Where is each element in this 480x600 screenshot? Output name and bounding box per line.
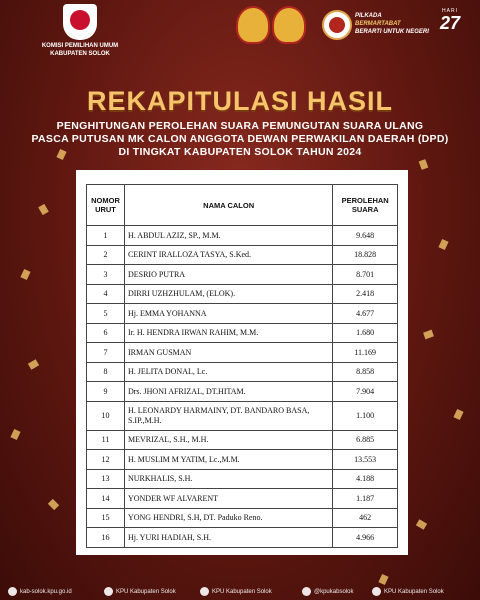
confetti bbox=[419, 159, 429, 170]
table-row bbox=[87, 489, 398, 509]
subtitle bbox=[20, 120, 460, 159]
facebook-icon bbox=[104, 587, 113, 596]
mascot-icon bbox=[236, 6, 270, 44]
anniversary-badge bbox=[430, 8, 470, 32]
instagram-icon bbox=[302, 587, 311, 596]
confetti bbox=[423, 330, 434, 340]
row-number: 6 bbox=[87, 323, 125, 343]
row-number: 13 bbox=[87, 469, 125, 489]
table-row bbox=[87, 265, 398, 285]
confetti bbox=[416, 519, 427, 530]
globe-icon bbox=[8, 587, 17, 596]
results-card bbox=[76, 170, 408, 555]
vote-count: 462 bbox=[333, 508, 398, 528]
vote-count: 2.418 bbox=[333, 284, 398, 304]
header-votes bbox=[333, 185, 398, 226]
row-number: 15 bbox=[87, 508, 125, 528]
table-row bbox=[87, 450, 398, 470]
mascot-icon bbox=[272, 6, 306, 44]
header-number bbox=[87, 185, 125, 226]
kpu-logo bbox=[30, 4, 130, 58]
table-row bbox=[87, 362, 398, 382]
confetti bbox=[438, 239, 448, 250]
table-row bbox=[87, 284, 398, 304]
candidate-name: YONG HENDRI, S.H, DT. Paduko Reno. bbox=[124, 508, 332, 528]
row-number: 10 bbox=[87, 401, 125, 430]
subtitle-line3: DI TINGKAT KABUPATEN SOLOK TAHUN 2024 bbox=[118, 146, 362, 158]
row-number: 9 bbox=[87, 382, 125, 402]
header-number-line2: URUT bbox=[95, 205, 116, 214]
table-row bbox=[87, 245, 398, 265]
confetti bbox=[20, 269, 30, 280]
header-name: NAMA CALON bbox=[124, 185, 332, 226]
vote-count: 18.828 bbox=[333, 245, 398, 265]
footer-facebook[interactable] bbox=[104, 587, 176, 596]
table-row bbox=[87, 528, 398, 548]
mascots bbox=[228, 6, 308, 42]
table-row bbox=[87, 343, 398, 363]
twitter-icon bbox=[372, 587, 381, 596]
confetti bbox=[38, 204, 49, 215]
candidate-name: H. ABDUL AZIZ, SP., M.M. bbox=[124, 226, 332, 246]
website-text: kab-solok.kpu.go.id bbox=[20, 589, 72, 596]
candidate-name: Drs. JHONI AFRIZAL, DT.HITAM. bbox=[124, 382, 332, 402]
table-row bbox=[87, 323, 398, 343]
kpu-shield-icon bbox=[63, 4, 97, 40]
vote-count: 4.188 bbox=[333, 469, 398, 489]
header-votes-line1: PEROLEHAN bbox=[341, 196, 389, 205]
candidate-name: Ir. H. HENDRA IRWAN RAHIM, M.M. bbox=[124, 323, 332, 343]
table-row bbox=[87, 382, 398, 402]
org-name-line1: KOMISI PEMILIHAN UMUM bbox=[41, 43, 119, 49]
results-table bbox=[86, 184, 398, 548]
anniversary-label: HARI bbox=[442, 8, 458, 14]
row-number: 3 bbox=[87, 265, 125, 285]
youtube-text: KPU Kabupaten Solok bbox=[212, 589, 272, 596]
vote-count: 4.677 bbox=[333, 304, 398, 324]
vote-count: 1.100 bbox=[333, 401, 398, 430]
confetti bbox=[28, 359, 39, 370]
vote-count: 1.187 bbox=[333, 489, 398, 509]
header-number-line1: NOMOR bbox=[91, 196, 120, 205]
instagram-text: @kpukabsolok bbox=[314, 589, 354, 596]
pilkada-slogan bbox=[355, 12, 429, 36]
footer-youtube[interactable] bbox=[200, 587, 272, 596]
vote-count: 7.904 bbox=[333, 382, 398, 402]
row-number: 1 bbox=[87, 226, 125, 246]
table-row bbox=[87, 304, 398, 324]
candidate-name: H. LEONARDY HARMAINY, DT. BANDARO BASA, S.IP.,M.H. bbox=[124, 401, 332, 430]
candidate-name: YONDER WF ALVARENT bbox=[124, 489, 332, 509]
pilkada-line3: BERARTI UNTUK NEGERI bbox=[355, 29, 429, 35]
pilkada-line1: PILKADA bbox=[355, 13, 382, 19]
confetti bbox=[48, 499, 59, 510]
candidate-name: DIRRI UZHZHULAM, (ELOK). bbox=[124, 284, 332, 304]
candidate-name: DESRIO PUTRA bbox=[124, 265, 332, 285]
youtube-icon bbox=[200, 587, 209, 596]
facebook-text: KPU Kabupaten Solok bbox=[116, 589, 176, 596]
seal-icon bbox=[322, 10, 352, 40]
row-number: 5 bbox=[87, 304, 125, 324]
twitter-text: KPU Kabupaten Solok bbox=[384, 589, 444, 596]
candidate-name: CERINT IRALLOZA TASYA, S.Ked. bbox=[124, 245, 332, 265]
pilkada-line2: BERMARTABAT bbox=[355, 21, 401, 27]
footer-instagram[interactable] bbox=[302, 587, 353, 596]
page-title: REKAPITULASI HASIL bbox=[86, 86, 393, 116]
candidate-name: NURKHALIS, S.H. bbox=[124, 469, 332, 489]
vote-count: 8.701 bbox=[333, 265, 398, 285]
row-number: 4 bbox=[87, 284, 125, 304]
row-number: 7 bbox=[87, 343, 125, 363]
row-number: 8 bbox=[87, 362, 125, 382]
vote-count: 11.169 bbox=[333, 343, 398, 363]
table-row bbox=[87, 401, 398, 430]
candidate-name: H. MUSLIM M YATIM, Lc.,M.M. bbox=[124, 450, 332, 470]
table-row bbox=[87, 430, 398, 450]
vote-count: 4.966 bbox=[333, 528, 398, 548]
row-number: 2 bbox=[87, 245, 125, 265]
candidate-name: Hj. EMMA YOHANNA bbox=[124, 304, 332, 324]
row-number: 14 bbox=[87, 489, 125, 509]
table-row bbox=[87, 508, 398, 528]
vote-count: 8.858 bbox=[333, 362, 398, 382]
candidate-name: H. JELITA DONAL, Lc. bbox=[124, 362, 332, 382]
vote-count: 9.648 bbox=[333, 226, 398, 246]
candidate-name: MEVRIZAL, S.H., M.H. bbox=[124, 430, 332, 450]
table-header-row bbox=[87, 185, 398, 226]
anniversary-number: 27 bbox=[439, 13, 461, 33]
org-name-line2: KABUPATEN SOLOK bbox=[50, 51, 110, 57]
vote-count: 1.680 bbox=[333, 323, 398, 343]
confetti bbox=[10, 429, 20, 440]
header bbox=[0, 0, 480, 80]
row-number: 12 bbox=[87, 450, 125, 470]
table-row bbox=[87, 469, 398, 489]
candidate-name: Hj. YURI HADIAH, S.H. bbox=[124, 528, 332, 548]
candidate-name: IRMAN GUSMAN bbox=[124, 343, 332, 363]
subtitle-line2: PASCA PUTUSAN MK CALON ANGGOTA DEWAN PERWAKILAN DAERAH (DPD) bbox=[31, 133, 449, 145]
row-number: 11 bbox=[87, 430, 125, 450]
vote-count: 6.885 bbox=[333, 430, 398, 450]
vote-count: 13.553 bbox=[333, 450, 398, 470]
header-votes-line2: SUARA bbox=[351, 205, 379, 214]
footer-website[interactable] bbox=[8, 587, 72, 596]
footer-twitter[interactable] bbox=[372, 587, 444, 596]
table-row bbox=[87, 226, 398, 246]
row-number: 16 bbox=[87, 528, 125, 548]
confetti bbox=[453, 409, 463, 420]
subtitle-line1: PENGHITUNGAN PEROLEHAN SUARA PEMUNGUTAN SUARA ULANG bbox=[56, 120, 424, 132]
footer bbox=[0, 584, 480, 600]
